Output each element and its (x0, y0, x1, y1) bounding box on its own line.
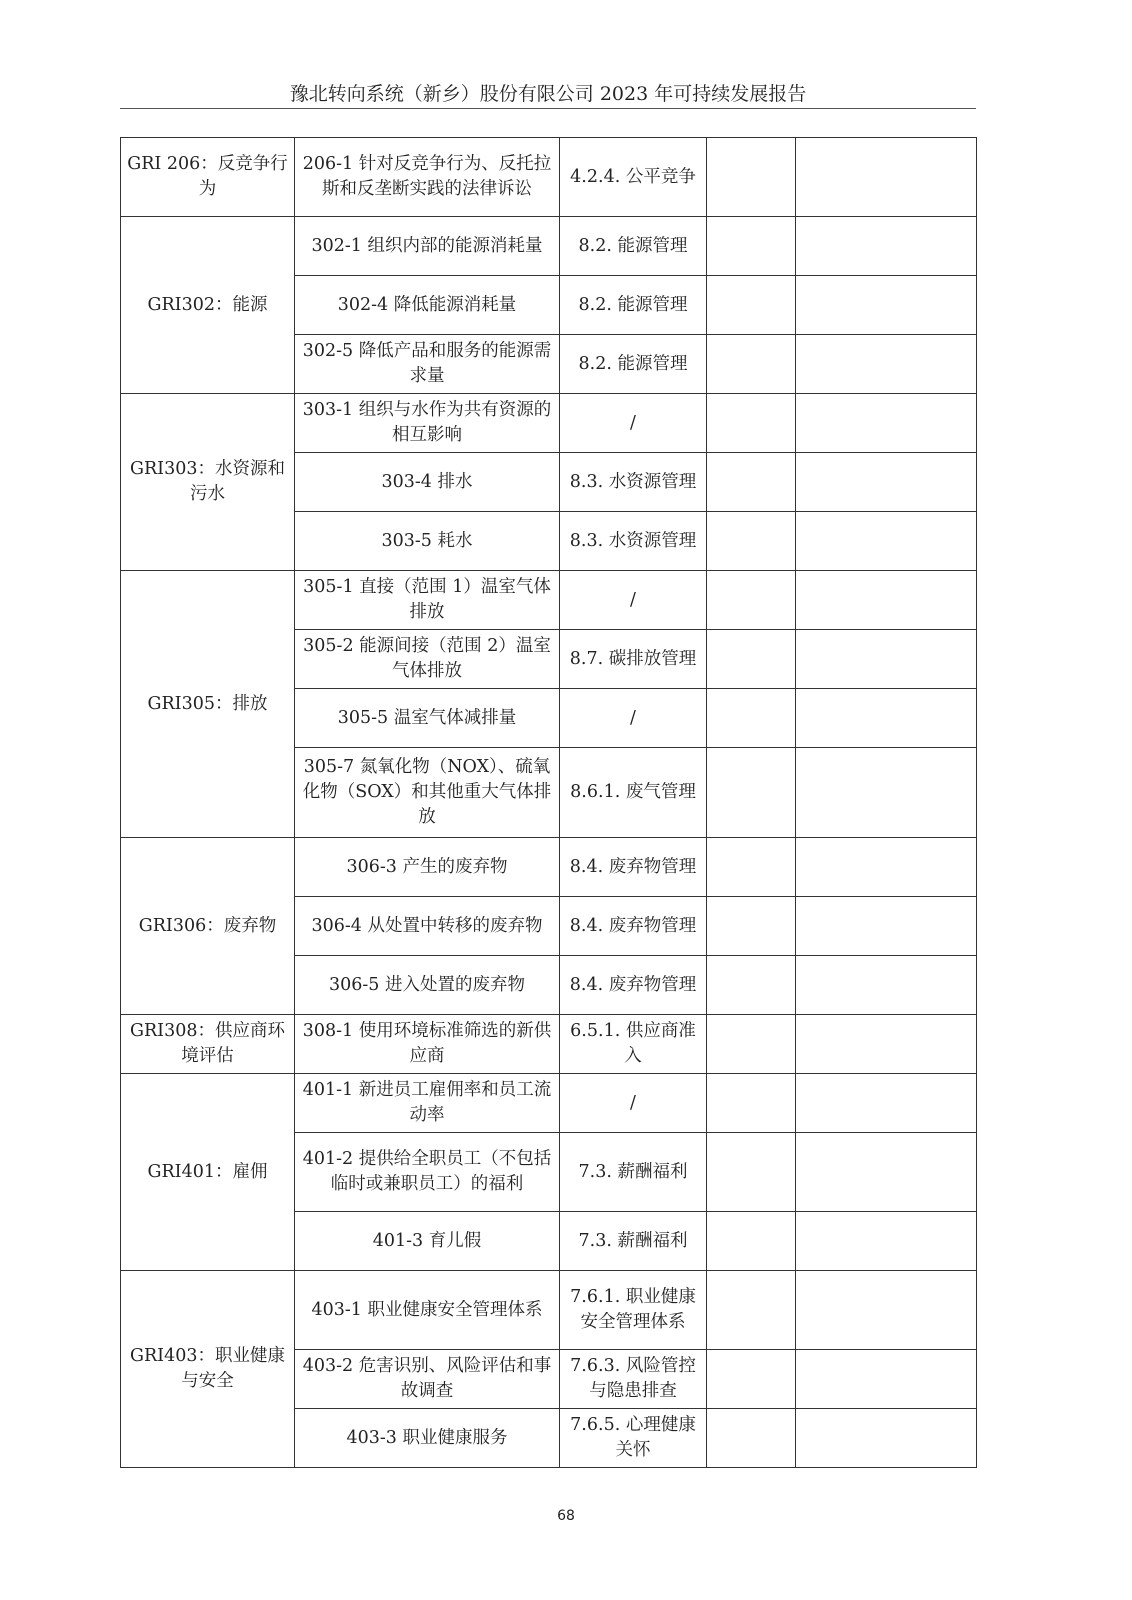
empty-cell (796, 138, 977, 217)
report-section-cell: 8.4. 废弃物管理 (560, 838, 707, 897)
empty-cell (796, 838, 977, 897)
disclosure-cell: 401-3 育儿假 (295, 1212, 560, 1271)
empty-cell (707, 630, 796, 689)
empty-cell (707, 956, 796, 1015)
disclosure-cell: 306-4 从处置中转移的废弃物 (295, 897, 560, 956)
report-section-cell: / (560, 689, 707, 748)
disclosure-cell: 305-1 直接（范围 1）温室气体排放 (295, 571, 560, 630)
disclosure-cell: 401-2 提供给全职员工（不包括临时或兼职员工）的福利 (295, 1133, 560, 1212)
report-section-cell: 6.5.1. 供应商准入 (560, 1015, 707, 1074)
gri-standard-cell: GRI 206：反竞争行为 (121, 138, 295, 217)
gri-standard-cell: GRI306：废弃物 (121, 838, 295, 1015)
empty-cell (707, 689, 796, 748)
table-row (121, 1271, 977, 1350)
report-section-cell: / (560, 571, 707, 630)
empty-cell (796, 956, 977, 1015)
disclosure-cell: 306-5 进入处置的废弃物 (295, 956, 560, 1015)
disclosure-cell: 308-1 使用环境标准筛选的新供应商 (295, 1015, 560, 1074)
report-section-cell: 8.6.1. 废气管理 (560, 748, 707, 838)
empty-cell (707, 276, 796, 335)
table-row (121, 394, 977, 453)
table-row (121, 217, 977, 276)
gri-standard-cell: GRI302：能源 (121, 217, 295, 394)
empty-cell (796, 1409, 977, 1468)
empty-cell (707, 1271, 796, 1350)
disclosure-cell: 305-7 氮氧化物（NOX）、硫氧化物（SOX）和其他重大气体排放 (295, 748, 560, 838)
gri-standard-cell: GRI303：水资源和污水 (121, 394, 295, 571)
empty-cell (707, 1074, 796, 1133)
empty-cell (796, 897, 977, 956)
disclosure-cell: 401-1 新进员工雇佣率和员工流动率 (295, 1074, 560, 1133)
empty-cell (796, 276, 977, 335)
disclosure-cell: 403-2 危害识别、风险评估和事故调查 (295, 1350, 560, 1409)
disclosure-cell: 403-1 职业健康安全管理体系 (295, 1271, 560, 1350)
empty-cell (796, 1074, 977, 1133)
report-section-cell: 8.7. 碳排放管理 (560, 630, 707, 689)
report-section-cell: 7.3. 薪酬福利 (560, 1212, 707, 1271)
empty-cell (796, 335, 977, 394)
empty-cell (707, 1133, 796, 1212)
gri-standard-cell: GRI401：雇佣 (121, 1074, 295, 1271)
empty-cell (707, 1212, 796, 1271)
report-section-cell: 7.6.3. 风险管控与隐患排查 (560, 1350, 707, 1409)
gri-index-table (120, 137, 977, 1468)
report-section-cell: 8.4. 废弃物管理 (560, 956, 707, 1015)
empty-cell (796, 1350, 977, 1409)
report-section-cell: 8.2. 能源管理 (560, 217, 707, 276)
report-section-cell: 4.2.4. 公平竞争 (560, 138, 707, 217)
report-section-cell: 8.4. 废弃物管理 (560, 897, 707, 956)
disclosure-cell: 206-1 针对反竞争行为、反托拉斯和反垄断实践的法律诉讼 (295, 138, 560, 217)
empty-cell (707, 748, 796, 838)
report-section-cell: 8.2. 能源管理 (560, 335, 707, 394)
table-row (121, 838, 977, 897)
empty-cell (796, 512, 977, 571)
disclosure-cell: 305-5 温室气体减排量 (295, 689, 560, 748)
disclosure-cell: 403-3 职业健康服务 (295, 1409, 560, 1468)
table-row (121, 1074, 977, 1133)
gri-standard-cell: GRI305：排放 (121, 571, 295, 838)
empty-cell (707, 217, 796, 276)
report-section-cell: 8.3. 水资源管理 (560, 453, 707, 512)
disclosure-cell: 303-5 耗水 (295, 512, 560, 571)
report-section-cell: 7.6.1. 职业健康安全管理体系 (560, 1271, 707, 1350)
disclosure-cell: 306-3 产生的废弃物 (295, 838, 560, 897)
empty-cell (796, 748, 977, 838)
empty-cell (796, 1133, 977, 1212)
report-section-cell: 8.2. 能源管理 (560, 276, 707, 335)
table-row (121, 1015, 977, 1074)
gri-standard-cell: GRI403：职业健康与安全 (121, 1271, 295, 1468)
empty-cell (707, 1015, 796, 1074)
gri-standard-cell: GRI308：供应商环境评估 (121, 1015, 295, 1074)
disclosure-cell: 302-1 组织内部的能源消耗量 (295, 217, 560, 276)
disclosure-cell: 302-4 降低能源消耗量 (295, 276, 560, 335)
empty-cell (707, 138, 796, 217)
empty-cell (707, 394, 796, 453)
disclosure-cell: 305-2 能源间接（范围 2）温室气体排放 (295, 630, 560, 689)
report-section-cell: 8.3. 水资源管理 (560, 512, 707, 571)
report-section-cell: 7.6.5. 心理健康关怀 (560, 1409, 707, 1468)
disclosure-cell: 303-4 排水 (295, 453, 560, 512)
empty-cell (707, 335, 796, 394)
empty-cell (796, 571, 977, 630)
empty-cell (796, 1015, 977, 1074)
empty-cell (707, 453, 796, 512)
empty-cell (796, 394, 977, 453)
report-section-cell: 7.3. 薪酬福利 (560, 1133, 707, 1212)
empty-cell (796, 1212, 977, 1271)
empty-cell (796, 453, 977, 512)
disclosure-cell: 302-5 降低产品和服务的能源需求量 (295, 335, 560, 394)
empty-cell (707, 1409, 796, 1468)
empty-cell (707, 1350, 796, 1409)
empty-cell (796, 217, 977, 276)
report-section-cell: / (560, 394, 707, 453)
empty-cell (707, 897, 796, 956)
page-header: 豫北转向系统（新乡）股份有限公司 2023 年可持续发展报告 (120, 80, 976, 109)
empty-cell (796, 689, 977, 748)
table-row (121, 571, 977, 630)
empty-cell (707, 571, 796, 630)
empty-cell (707, 838, 796, 897)
report-section-cell: / (560, 1074, 707, 1133)
empty-cell (796, 1271, 977, 1350)
empty-cell (707, 512, 796, 571)
empty-cell (796, 630, 977, 689)
page-number: 68 (557, 1508, 575, 1524)
disclosure-cell: 303-1 组织与水作为共有资源的相互影响 (295, 394, 560, 453)
table-row (121, 138, 977, 217)
